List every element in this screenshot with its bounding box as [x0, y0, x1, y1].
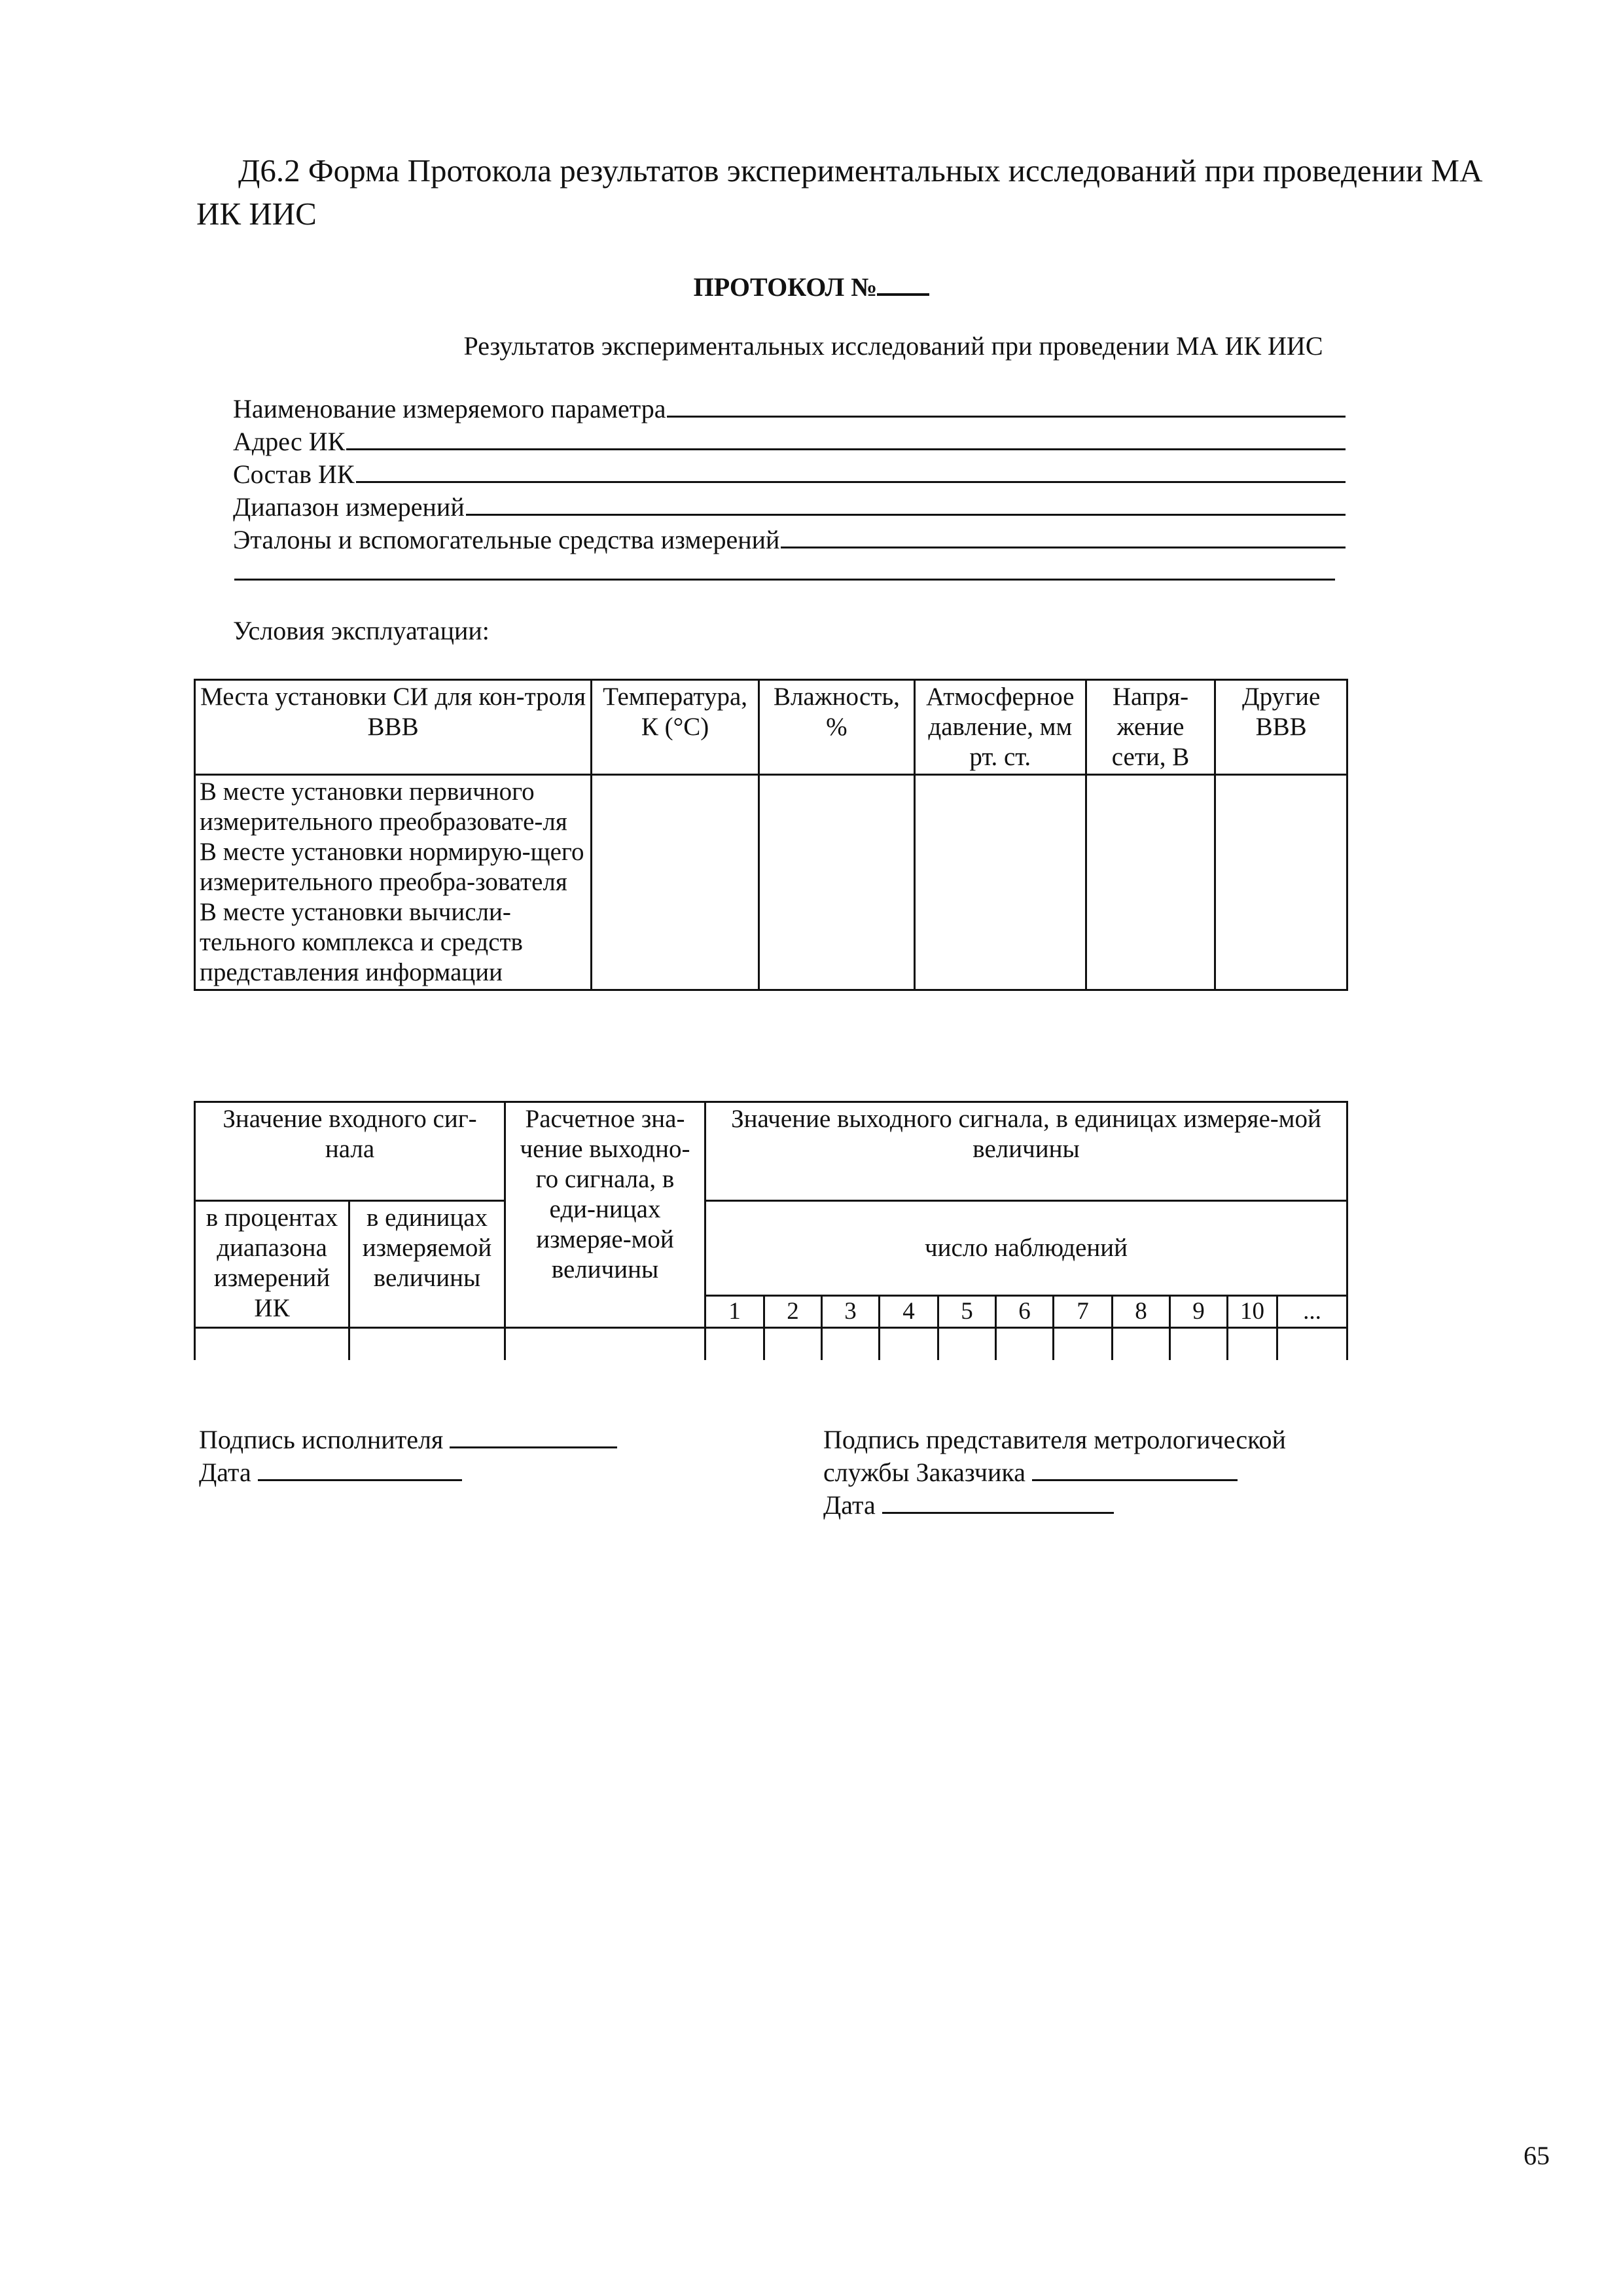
- observation-cell[interactable]: [880, 1328, 938, 1361]
- observation-number: 10: [1228, 1296, 1277, 1328]
- table-header-row: [195, 680, 1347, 775]
- place-primary-converter: В месте установки первичного измерительного преобразовате-ля: [200, 778, 567, 836]
- observation-number: 3: [822, 1296, 880, 1328]
- protocol-number-blank[interactable]: [877, 268, 929, 296]
- fill-line[interactable]: [346, 426, 1346, 450]
- representative-service-label: службы Заказчика: [823, 1458, 1026, 1487]
- observation-number: 6: [996, 1296, 1054, 1328]
- place-normalizing-converter: В месте установки нормирую-щего измерительного преобра-зователя: [200, 838, 584, 896]
- place-computing-complex: В месте установки вычисли-тельного комплекса и средств представления информации: [200, 898, 523, 986]
- other-cell[interactable]: [1215, 775, 1347, 990]
- input-percent-cell[interactable]: [195, 1328, 349, 1361]
- executor-signature-line[interactable]: [450, 1424, 617, 1448]
- executor-signature-row: [199, 1424, 617, 1456]
- observation-cell[interactable]: [1170, 1328, 1228, 1361]
- representative-signature-label: Подпись представителя метрологической: [823, 1425, 1286, 1454]
- signal-values-table: [194, 1101, 1348, 1360]
- heading-line-2: ИК ИИС: [196, 196, 317, 232]
- voltage-cell[interactable]: [1086, 775, 1215, 990]
- fill-line[interactable]: [234, 556, 1335, 581]
- field-label: Состав ИК: [233, 459, 355, 489]
- field-parameter-name[interactable]: [233, 393, 1346, 425]
- field-label: Адрес ИК: [233, 427, 346, 456]
- column-header: Напря-жение сети, В: [1086, 680, 1215, 775]
- representative-signature-block: [823, 1424, 1286, 1522]
- representative-signature-line[interactable]: [1032, 1457, 1238, 1481]
- protocol-subtitle: Результатов экспериментальных исследований при проведении МА ИК ИИС: [463, 331, 1323, 361]
- calculated-value-cell[interactable]: [505, 1328, 705, 1361]
- observation-number: 5: [938, 1296, 996, 1328]
- column-header: Другие ВВВ: [1215, 680, 1347, 775]
- field-measurement-range[interactable]: [233, 491, 1346, 524]
- temperature-cell[interactable]: [592, 775, 759, 990]
- representative-date-line[interactable]: [882, 1490, 1114, 1514]
- observation-cell[interactable]: [1228, 1328, 1277, 1361]
- installation-places-cell: [195, 775, 592, 990]
- table-row: [195, 775, 1347, 990]
- observation-cell[interactable]: [822, 1328, 880, 1361]
- field-label: Диапазон измерений: [233, 492, 465, 522]
- observations-header: число наблюдений: [705, 1201, 1347, 1296]
- observation-number: 2: [764, 1296, 822, 1328]
- protocol-title: [0, 268, 1623, 302]
- heading-line-1: Д6.2 Форма Протокола результатов экспериментальных исследований при проведении МА: [238, 152, 1483, 188]
- observation-number: 1: [705, 1296, 764, 1328]
- section-heading: [196, 149, 1544, 236]
- protocol-title-text: ПРОТОКОЛ №: [693, 272, 878, 302]
- executor-signature-block: [199, 1424, 617, 1489]
- output-signal-header: Значение выходного сигнала, в единицах измеряе-мой величины: [705, 1102, 1347, 1201]
- input-signal-header: Значение входного сиг-нала: [195, 1102, 505, 1201]
- observation-number: ...: [1277, 1296, 1347, 1328]
- input-units-cell[interactable]: [349, 1328, 505, 1361]
- column-header: Атмосферное давление, мм рт. ст.: [914, 680, 1086, 775]
- field-label: Эталоны и вспомогательные средства измерений: [233, 525, 780, 554]
- input-percent-header: в процентах диапазона измерений ИК: [195, 1201, 349, 1328]
- fill-line[interactable]: [466, 492, 1346, 516]
- executor-date-row: [199, 1456, 617, 1489]
- observation-number: 4: [880, 1296, 938, 1328]
- conditions-label: Условия эксплуатации:: [233, 616, 490, 645]
- observation-cell[interactable]: [938, 1328, 996, 1361]
- fill-line[interactable]: [667, 393, 1346, 418]
- field-ik-composition[interactable]: [233, 458, 1346, 491]
- operating-conditions-table: [194, 679, 1348, 991]
- input-units-header: в единицах измеряемой величины: [349, 1201, 505, 1328]
- observation-cell[interactable]: [1277, 1328, 1347, 1361]
- field-standards[interactable]: [233, 524, 1346, 556]
- page-number: 65: [1524, 2141, 1550, 2170]
- column-header: Влажность, %: [759, 680, 915, 775]
- table-header-row: [195, 1201, 1347, 1296]
- pressure-cell[interactable]: [914, 775, 1086, 990]
- field-label: Наименование измеряемого параметра: [233, 394, 666, 423]
- observation-number: 7: [1054, 1296, 1113, 1328]
- calculated-value-header: Расчетное зна-чение выходно-го сигнала, в еди-ницах измеряе-мой величины: [505, 1102, 705, 1328]
- observation-cell[interactable]: [1054, 1328, 1113, 1361]
- observation-number: 9: [1170, 1296, 1228, 1328]
- representative-date-row: [823, 1489, 1286, 1522]
- field-ik-address[interactable]: [233, 425, 1346, 458]
- representative-date-label: Дата: [823, 1490, 876, 1520]
- executor-date-label: Дата: [199, 1458, 251, 1487]
- observation-cell[interactable]: [1113, 1328, 1170, 1361]
- observation-cell[interactable]: [705, 1328, 764, 1361]
- observation-cell[interactable]: [764, 1328, 822, 1361]
- executor-signature-label: Подпись исполнителя: [199, 1425, 444, 1454]
- protocol-fields: [233, 393, 1346, 589]
- table-header-row: [195, 1102, 1347, 1201]
- observation-cell[interactable]: [996, 1328, 1054, 1361]
- fill-line[interactable]: [356, 459, 1346, 483]
- column-header: Температура, К (°С): [592, 680, 759, 775]
- humidity-cell[interactable]: [759, 775, 915, 990]
- column-header: Места установки СИ для кон-троля ВВВ: [195, 680, 592, 775]
- fill-line[interactable]: [781, 524, 1346, 548]
- field-standards-continued[interactable]: [233, 556, 1346, 589]
- observation-number: 8: [1113, 1296, 1170, 1328]
- table-row: [195, 1328, 1347, 1361]
- executor-date-line[interactable]: [258, 1457, 462, 1481]
- representative-signature-row: [823, 1456, 1286, 1489]
